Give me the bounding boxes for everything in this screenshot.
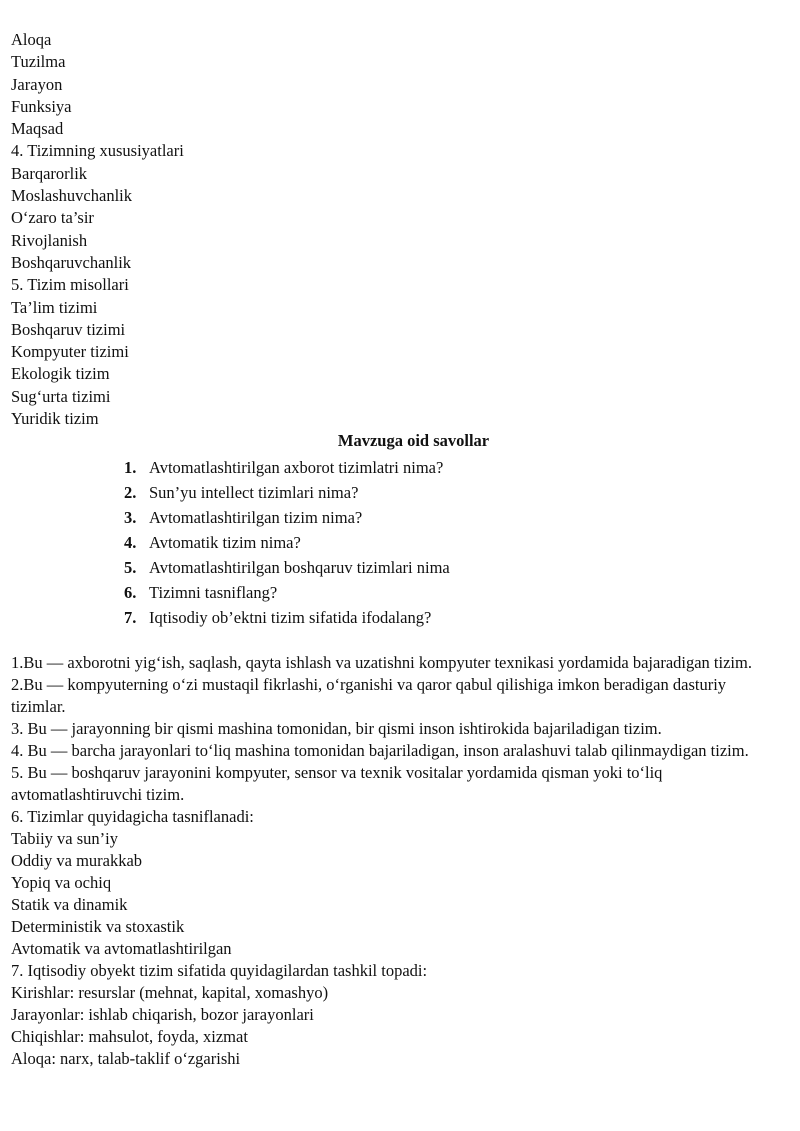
question-item bbox=[124, 605, 780, 630]
question-number: 1. bbox=[124, 457, 137, 477]
question-item bbox=[124, 580, 780, 605]
questions-list bbox=[11, 455, 780, 630]
component-item: Kirishlar: resurslar (mehnat, kapital, xomashyo) bbox=[11, 982, 329, 1002]
answer-paragraph: 3. Bu — jarayonning bir qismi mashina tomonidan, bir qismi inson ishtirokida bajariladigan tizim. bbox=[11, 718, 662, 738]
list-item: Maqsad bbox=[11, 119, 64, 139]
list-item: Sug‘urta tizimi bbox=[11, 386, 111, 406]
answer-paragraph: 4. Bu — barcha jarayonlari to‘liq mashina tomonidan bajariladigan, inson aralashuvi talab qilinmaydigan tizim. bbox=[11, 740, 749, 760]
question-text: Avtomatlashtirilgan axborot tizimlatri nima? bbox=[149, 457, 444, 477]
question-number: 4. bbox=[124, 532, 137, 552]
question-number: 5. bbox=[124, 557, 137, 577]
list-item: Barqarorlik bbox=[11, 163, 88, 183]
classification-item: Yopiq va ochiq bbox=[11, 872, 112, 892]
question-number: 6. bbox=[124, 582, 137, 602]
system-elements-list bbox=[11, 29, 780, 430]
classification-item: Tabiiy va sun’iy bbox=[11, 828, 118, 848]
answers-section bbox=[11, 652, 780, 1070]
section-title: 4. Tizimning xususiyatlari bbox=[11, 141, 184, 161]
answer-paragraph: 7. Iqtisodiy obyekt tizim sifatida quyidagilardan tashkil topadi: bbox=[11, 960, 428, 980]
section-title: 5. Tizim misollari bbox=[11, 275, 129, 295]
list-item: Kompyuter tizimi bbox=[11, 342, 129, 362]
question-text: Avtomatik tizim nima? bbox=[149, 532, 301, 552]
answer-paragraph: 6. Tizimlar quyidagicha tasniflanadi: bbox=[11, 806, 254, 826]
question-number: 2. bbox=[124, 482, 137, 502]
question-number: 3. bbox=[124, 507, 137, 527]
question-number: 7. bbox=[124, 607, 137, 627]
list-item: Boshqaruv tizimi bbox=[11, 319, 126, 339]
question-item bbox=[124, 480, 780, 505]
question-item bbox=[124, 455, 780, 480]
classification-item: Avtomatik va avtomatlashtirilgan bbox=[11, 938, 232, 958]
component-item: Aloqa: narx, talab-taklif o‘zgarishi bbox=[11, 1048, 241, 1068]
question-item bbox=[124, 530, 780, 555]
question-text: Tizimni tasniflang? bbox=[149, 582, 278, 602]
answer-paragraph: 1.Bu — axborotni yig‘ish, saqlash, qayta ishlash va uzatishni kompyuter texnikasi yordamida bajaradigan tizim. bbox=[11, 652, 752, 672]
list-item: Funksiya bbox=[11, 96, 72, 116]
question-text: Avtomatlashtirilgan boshqaruv tizimlari nima bbox=[149, 557, 450, 577]
component-item: Jarayonlar: ishlab chiqarish, bozor jarayonlari bbox=[11, 1004, 314, 1024]
list-item: O‘zaro ta’sir bbox=[11, 208, 94, 228]
question-text: Iqtisodiy ob’ektni tizim sifatida ifodalang? bbox=[149, 607, 432, 627]
list-item: Moslashuvchanlik bbox=[11, 186, 132, 206]
list-item: Ekologik tizim bbox=[11, 364, 110, 384]
question-text: Avtomatlashtirilgan tizim nima? bbox=[149, 507, 363, 527]
question-item bbox=[124, 505, 780, 530]
classification-item: Oddiy va murakkab bbox=[11, 850, 143, 870]
list-item: Tuzilma bbox=[11, 52, 66, 72]
list-item: Rivojlanish bbox=[11, 230, 88, 250]
list-item: Jarayon bbox=[11, 74, 63, 94]
classification-item: Statik va dinamik bbox=[11, 894, 128, 914]
list-item: Yuridik tizim bbox=[11, 409, 99, 429]
question-item bbox=[124, 555, 780, 580]
list-item: Aloqa bbox=[11, 30, 52, 49]
component-item: Chiqishlar: mahsulot, foyda, xizmat bbox=[11, 1026, 248, 1046]
answer-paragraph: 5. Bu — boshqaruv jarayonini kompyuter, sensor va texnik vositalar yordamida qisman yoki to‘liq avtomatlashtiruvchi tizim. bbox=[11, 762, 663, 804]
question-text: Sun’yu intellect tizimlari nima? bbox=[149, 482, 359, 502]
list-item: Boshqaruvchanlik bbox=[11, 252, 132, 272]
classification-item: Deterministik va stoxastik bbox=[11, 916, 185, 936]
questions-heading: Mavzuga oid savollar bbox=[337, 431, 490, 451]
list-item: Ta’lim tizimi bbox=[11, 297, 98, 317]
answer-paragraph: 2.Bu — kompyuterning o‘zi mustaqil fikrlashi, o‘rganishi va qaror qabul qilishiga imkon beradigan dasturiy tizimlar. bbox=[11, 674, 727, 716]
